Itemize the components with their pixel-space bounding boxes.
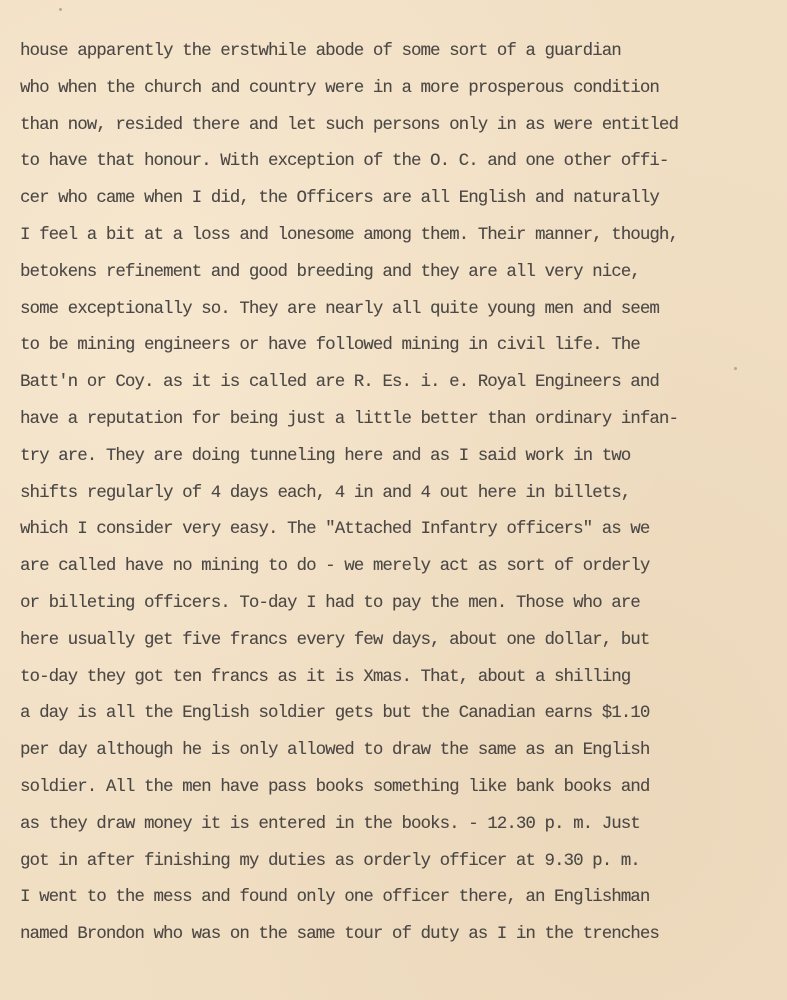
text-line: have a reputation for being just a little better than ordinary infan-: [20, 409, 678, 429]
text-line: got in after finishing my duties as orderly officer at 9.30 p. m.: [20, 851, 640, 871]
text-line: I went to the mess and found only one officer there, an Englishman: [20, 888, 650, 908]
text-line: per day although he is only allowed to draw the same as an English: [20, 741, 650, 761]
text-line: I feel a bit at a loss and lonesome among them. Their manner, though,: [20, 225, 678, 245]
text-line: to be mining engineers or have followed mining in civil life. The: [20, 336, 640, 356]
paper-speck: [59, 8, 62, 11]
text-line: than now, resided there and let such persons only in as were entitled: [20, 115, 678, 135]
text-line: shifts regularly of 4 days each, 4 in and 4 out here in billets,: [20, 483, 631, 503]
text-line: are called have no mining to do - we merely act as sort of orderly: [20, 557, 650, 577]
text-line: a day is all the English soldier gets but the Canadian earns $1.10: [20, 704, 650, 724]
text-line: who when the church and country were in a more prosperous condition: [20, 78, 659, 98]
text-line: here usually get five francs every few days, about one dollar, but: [20, 630, 650, 650]
text-line: betokens refinement and good breeding and they are all very nice,: [20, 262, 640, 282]
text-line: which I consider very easy. The "Attached Infantry officers" as we: [20, 520, 650, 540]
text-line: to have that honour. With exception of the O. C. and one other offi-: [20, 152, 669, 172]
text-line: house apparently the erstwhile abode of some sort of a guardian: [20, 42, 621, 61]
text-line: to-day they got ten francs as it is Xmas. That, about a shilling: [20, 667, 631, 687]
text-line: or billeting officers. To-day I had to pay the men. Those who are: [20, 593, 640, 613]
typed-text-body: [20, 34, 780, 954]
text-line: some exceptionally so. They are nearly all quite young men and seem: [20, 299, 659, 319]
text-line: as they draw money it is entered in the books. - 12.30 p. m. Just: [20, 814, 640, 834]
text-line: named Brondon who was on the same tour of duty as I in the trenches: [20, 925, 659, 945]
text-line: try are. They are doing tunneling here and as I said work in two: [20, 446, 631, 466]
text-line: cer who came when I did, the Officers are all English and naturally: [20, 189, 659, 209]
text-line: Batt'n or Coy. as it is called are R. Es. i. e. Royal Engineers and: [20, 373, 659, 393]
text-line: soldier. All the men have pass books something like bank books and: [20, 777, 650, 797]
